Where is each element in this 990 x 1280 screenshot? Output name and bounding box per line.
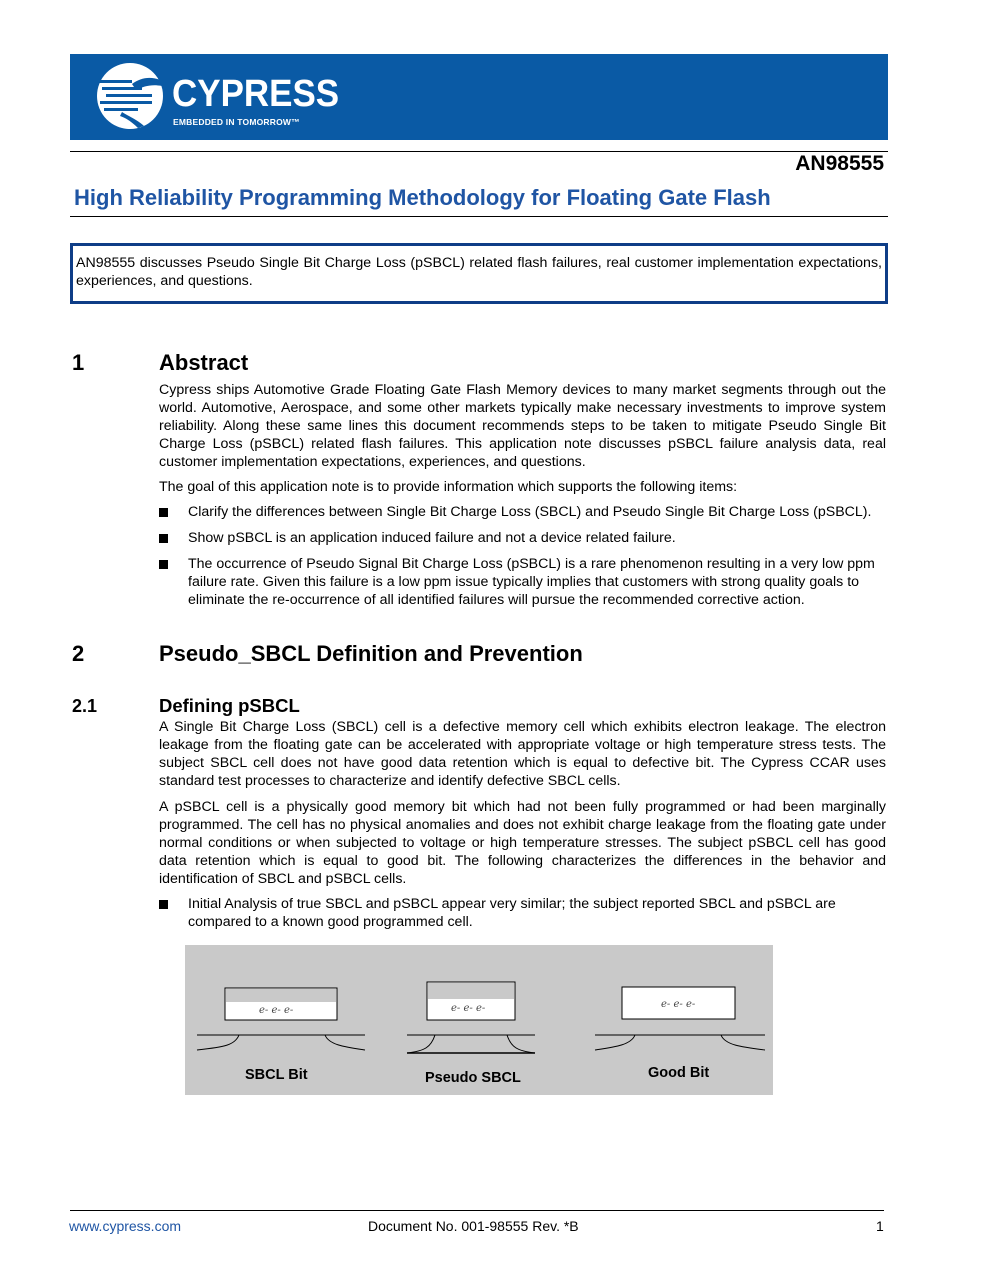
page-title: High Reliability Programming Methodology for Floating Gate Flash (74, 185, 771, 210)
logo-wordmark: CYPRESS (172, 73, 340, 115)
section-1-heading: Abstract (159, 350, 249, 375)
section-2-1-paragraph-2: A pSBCL cell is a physically good memory bit which had not been fully programmed or had been marginally programmed. The cell has no physical anomalies and does not exhibit charge leakage from the floating gate under normal conditions or when subjected to voltage or high temperature stresses. The subject pSBCL cell has good data retention which is equal to good bit. The following characterizes the differences in the behavior and identification of SBCL and pSBCL cells. (159, 799, 886, 887)
bullet-marker (159, 560, 168, 569)
sbcl-electrons: e- e- e- (259, 1005, 294, 1016)
section-2-1-bullet-1: Initial Analysis of true SBCL and pSBCL appear very similar; the subject reported SBCL and pSBCL are compared to a known good programmed cell. (188, 896, 836, 930)
logo-tagline: EMBEDDED IN TOMORROW™ (173, 117, 300, 127)
section-1-paragraph-1: Cypress ships Automotive Grade Floating Gate Flash Memory devices to many market segments through out the world. Automotive, Aerospace, and some other markets typically make necessary investments to improve system reliability. Along these same lines this document recommends steps to be taken to mitigate Pseudo Single Bit Charge Loss (pSBCL) related flash failures. This application note discusses pSBCL failure analysis data, real customer implementation expectations, experiences, and questions. (159, 382, 886, 470)
footer-rule (70, 1210, 884, 1211)
bullet-marker (159, 534, 168, 543)
pseudo-sbcl-electrons: e- e- e- (451, 1003, 486, 1014)
section-1-bullet-1: Clarify the differences between Single Bit Charge Loss (SBCL) and Pseudo Single Bit Charge Loss (pSBCL). (188, 504, 872, 520)
footer-document-number: Document No. 001-98555 Rev. *B (368, 1218, 579, 1234)
bullet-marker (159, 508, 168, 517)
pseudo-sbcl-cell-diagram (407, 982, 535, 1053)
section-1-bullet-3: The occurrence of Pseudo Signal Bit Charge Loss (pSBCL) is a rare phenomenon resulting in a very low ppm failure rate. Given this failure is a low ppm issue typically implies that customers with strong quality goals to eliminate the re-occurrence of all identified failures will pursue the recommended corrective action. (188, 556, 875, 608)
bullet-marker (159, 900, 168, 909)
cypress-tree-logo-icon (92, 60, 168, 132)
doc-number: AN98555 (795, 152, 884, 175)
good-bit-electrons: e- e- e- (661, 999, 696, 1010)
footer-url-link[interactable]: www.cypress.com (69, 1218, 182, 1234)
header-rule (70, 151, 888, 152)
title-rule (70, 216, 888, 217)
cell-comparison-figure (185, 945, 773, 1095)
section-1-paragraph-2: The goal of this application note is to provide information which supports the following items: (159, 479, 738, 495)
section-2-number: 2 (72, 641, 85, 666)
section-2-heading: Pseudo_SBCL Definition and Prevention (159, 641, 583, 666)
good-bit-cell-diagram (595, 987, 765, 1050)
good-bit-label: Good Bit (648, 1065, 710, 1081)
section-2-1-number: 2.1 (72, 696, 98, 716)
page-number: 1 (876, 1218, 884, 1234)
section-1-bullet-2: Show pSBCL is an application induced failure and not a device related failure. (188, 530, 676, 546)
pseudo-sbcl-label: Pseudo SBCL (425, 1070, 521, 1086)
summary-text: AN98555 discusses Pseudo Single Bit Charge Loss (pSBCL) related flash failures, real customer implementation expectations, experiences, and questions. (76, 255, 882, 289)
section-2-1-paragraph-1: A Single Bit Charge Loss (SBCL) cell is a defective memory cell which exhibits electron leakage. The electron leakage from the floating gate can be accelerated with appropriate voltage or high temperature stress tests. The subject SBCL cell does not have good data retention which is equal to defective bit. The Cypress CCAR uses standard test processes to characterize and identify defective SBCL cells. (159, 719, 886, 789)
sbcl-bit-label: SBCL Bit (245, 1067, 308, 1083)
sbcl-cell-diagram (197, 988, 365, 1050)
section-1-number: 1 (72, 350, 85, 375)
section-2-1-heading: Defining pSBCL (159, 695, 300, 716)
